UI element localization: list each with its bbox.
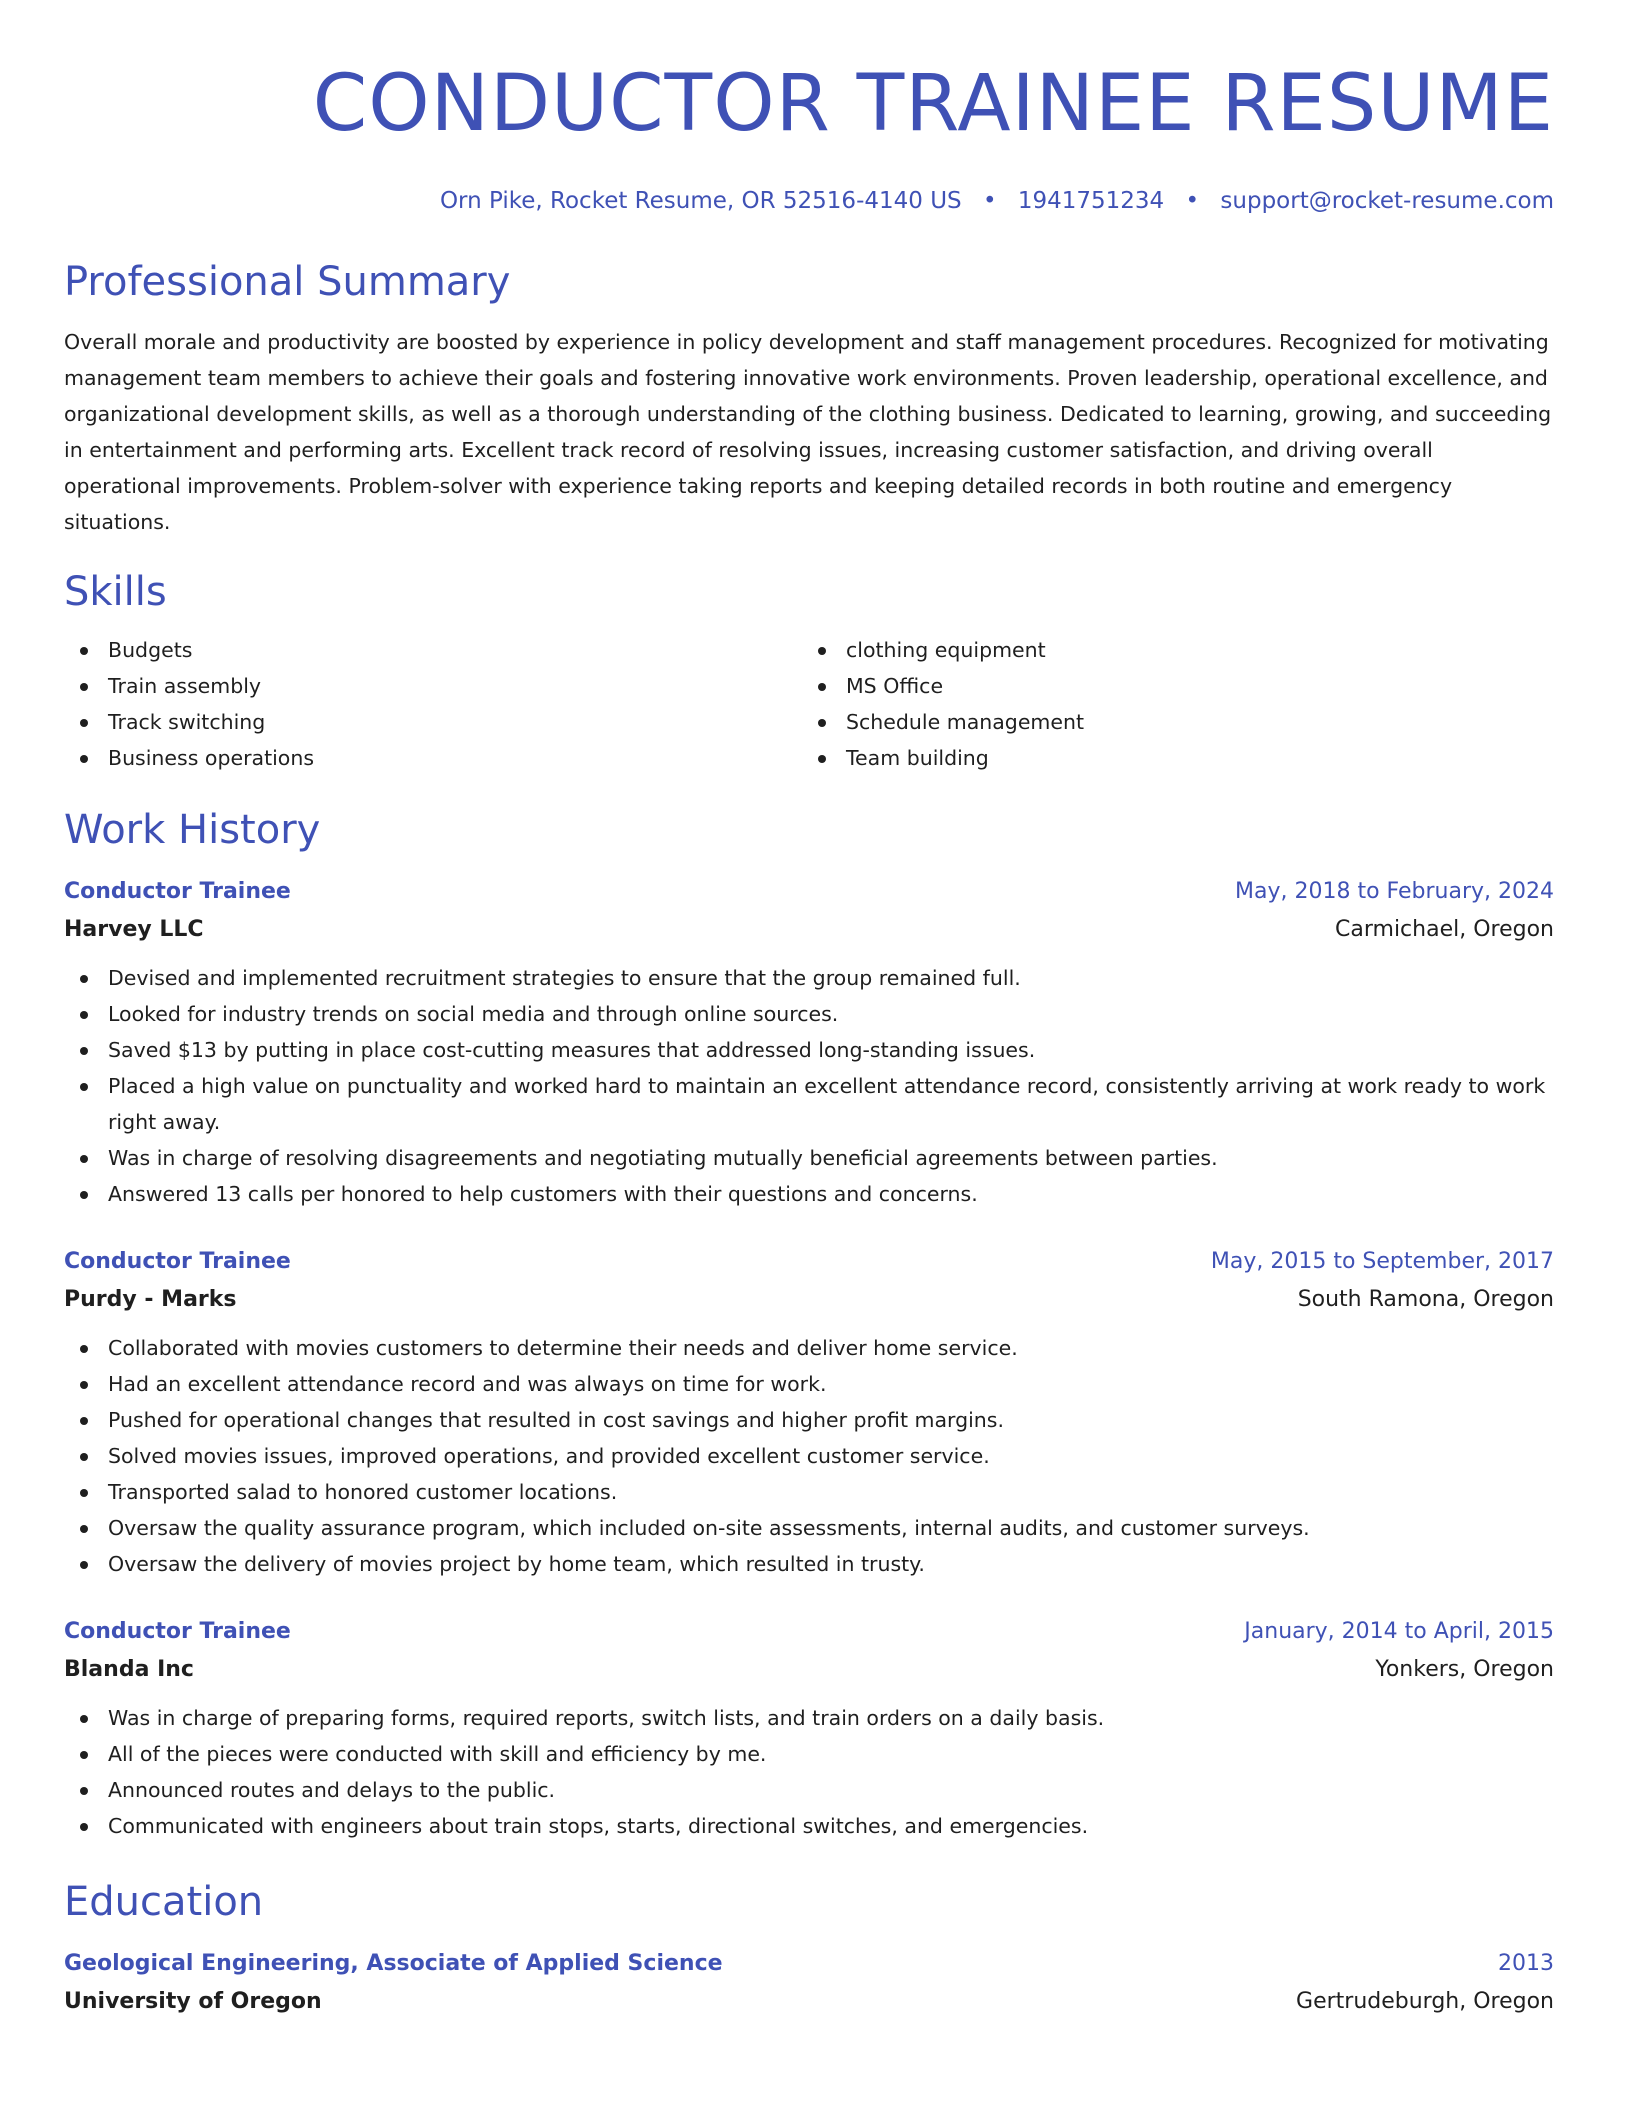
resume-page <box>64 56 1554 2022</box>
job-company: Harvey LLC <box>64 917 204 942</box>
work-history-heading: Work History <box>64 807 321 853</box>
job-entry <box>64 1244 1554 1582</box>
job-bullet: Devised and implemented recruitment strategies to ensure that the group remained full. <box>64 960 1554 996</box>
job-dates: May, 2018 to February, 2024 <box>1235 879 1554 904</box>
job-bullet: Answered 13 calls per honored to help customers with their questions and concerns. <box>64 1176 1554 1212</box>
job-bullets <box>64 1330 1554 1582</box>
education-degree: Geological Engineering, Associate of Applied Science <box>64 1951 723 1976</box>
job-company: Blanda Inc <box>64 1657 194 1682</box>
skill-item: Budgets <box>64 632 802 668</box>
job-bullets <box>64 960 1554 1212</box>
job-bullet: Saved $13 by putting in place cost-cutting measures that addressed long-standing issues. <box>64 1032 1554 1068</box>
education-location: Gertrudeburgh, Oregon <box>1296 1989 1554 2014</box>
contact-address: Orn Pike, Rocket Resume, OR 52516-4140 US <box>439 188 962 214</box>
job-bullet: Looked for industry trends on social media and through online sources. <box>64 996 1554 1032</box>
job-company: Purdy - Marks <box>64 1287 237 1312</box>
skills-list <box>64 632 1554 776</box>
job-title: Conductor Trainee <box>64 879 291 904</box>
job-location: South Ramona, Oregon <box>1297 1287 1554 1312</box>
summary-text: Overall morale and productivity are boosted by experience in policy development and staff management procedures. Recognized for motivating management team members to achieve their goals and fostering innovative work environments. Proven leadership, operational excellence, and organizational development skills, as well as a thorough understanding of the clothing business. Dedicated to learning, growing, and succeeding in entertainment and performing arts. Excellent track record of resolving issues, increasing customer satisfaction, and driving overall operational improvements. Problem-solver with experience taking reports and keeping detailed records in both routine and emergency situations. <box>64 330 1552 534</box>
contact-email: support@rocket-resume.com <box>1220 188 1554 214</box>
job-title: Conductor Trainee <box>64 1249 291 1274</box>
contact-phone: 1941751234 <box>1017 188 1165 214</box>
skill-item: Track switching <box>64 704 802 740</box>
job-bullet: Was in charge of preparing forms, required reports, switch lists, and train orders on a daily basis. <box>64 1700 1554 1736</box>
skills-column-left <box>64 632 802 776</box>
job-bullet: Transported salad to honored customer locations. <box>64 1474 1554 1510</box>
resume-title: CONDUCTOR TRAINEE RESUME <box>312 59 1554 149</box>
education-year: 2013 <box>1498 1951 1554 1976</box>
job-location: Carmichael, Oregon <box>1335 917 1554 942</box>
job-bullet: Communicated with engineers about train stops, starts, directional switches, and emergencies. <box>64 1808 1554 1844</box>
job-bullet: Pushed for operational changes that resulted in cost savings and higher profit margins. <box>64 1402 1554 1438</box>
job-bullet: Had an excellent attendance record and was always on time for work. <box>64 1366 1554 1402</box>
job-dates: January, 2014 to April, 2015 <box>1244 1619 1554 1644</box>
job-location: Yonkers, Oregon <box>1375 1657 1554 1682</box>
job-bullet: Oversaw the quality assurance program, which included on-site assessments, internal audits, and customer surveys. <box>64 1510 1554 1546</box>
resume-header <box>64 56 1554 216</box>
contact-line <box>64 186 1554 216</box>
contact-separator: • <box>982 188 997 214</box>
job-bullet: Collaborated with movies customers to determine their needs and deliver home service. <box>64 1330 1554 1366</box>
skill-item: Schedule management <box>802 704 1540 740</box>
summary-heading: Professional Summary <box>64 259 511 305</box>
skill-item: Business operations <box>64 740 802 776</box>
education-entry <box>64 1946 1554 2022</box>
skill-item: clothing equipment <box>802 632 1540 668</box>
job-title: Conductor Trainee <box>64 1619 291 1644</box>
job-bullet: Was in charge of resolving disagreements and negotiating mutually beneficial agreements between parties. <box>64 1140 1554 1176</box>
job-entry <box>64 874 1554 1212</box>
job-bullet: Placed a high value on punctuality and worked hard to maintain an excellent attendance record, consistently arriving at work ready to work right away. <box>64 1068 1554 1140</box>
contact-separator: • <box>1185 188 1200 214</box>
job-dates: May, 2015 to September, 2017 <box>1210 1249 1554 1274</box>
job-bullet: Oversaw the delivery of movies project by home team, which resulted in trusty. <box>64 1546 1554 1582</box>
education-school: University of Oregon <box>64 1989 322 2014</box>
skill-item: MS Office <box>802 668 1540 704</box>
job-bullets <box>64 1700 1554 1844</box>
job-bullet: All of the pieces were conducted with skill and efficiency by me. <box>64 1736 1554 1772</box>
skills-column-right <box>802 632 1540 776</box>
skill-item: Train assembly <box>64 668 802 704</box>
job-bullet: Announced routes and delays to the public. <box>64 1772 1554 1808</box>
job-bullet: Solved movies issues, improved operations, and provided excellent customer service. <box>64 1438 1554 1474</box>
skills-heading: Skills <box>64 569 167 615</box>
skill-item: Team building <box>802 740 1540 776</box>
job-entry <box>64 1614 1554 1844</box>
education-heading: Education <box>64 1879 264 1925</box>
